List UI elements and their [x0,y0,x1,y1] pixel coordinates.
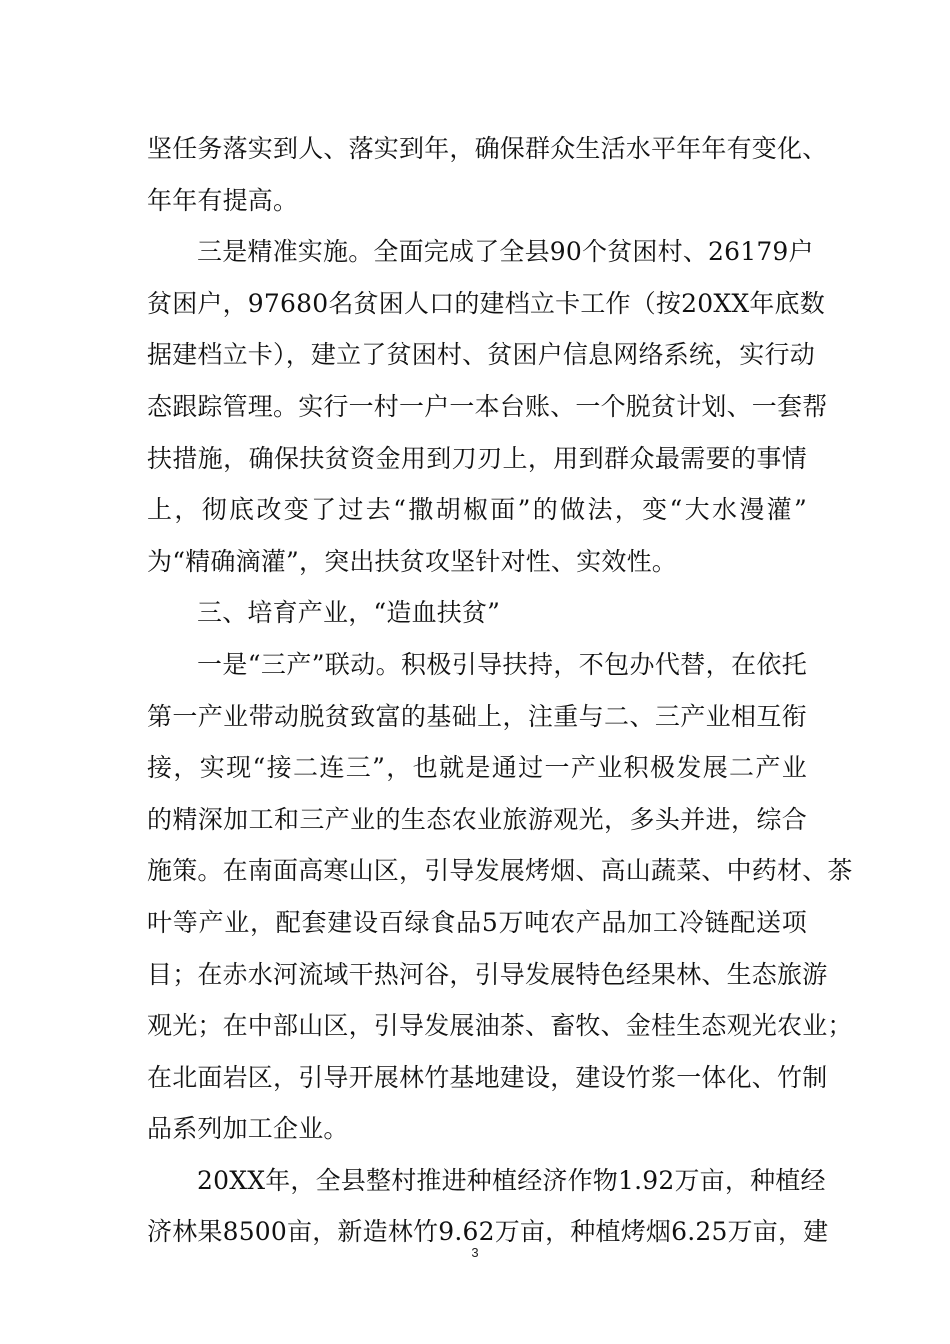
text-line: 品系列加工企业。 [147,1114,349,1144]
text-line: 观光；在中部山区，引导发展油茶、畜牧、金桂生态观光农业； [147,1011,853,1041]
text-line: 一是“三产”联动。积极引导扶持，不包办代替，在依托 [197,649,807,679]
text-line: 济林果8500亩，新造林竹9.62万亩，种植烤烟6.25万亩，建 [147,1217,829,1247]
text-line: 20XX年，全县整村推进种植经济作物1.92万亩，种植经 [197,1165,826,1195]
text-line: 态跟踪管理。实行一村一户一本台账、一个脱贫计划、一套帮 [147,391,828,421]
text-line: 施策。在南面高寒山区，引导发展烤烟、高山蔬菜、中药材、茶 [147,856,853,886]
text-line: 的精深加工和三产业的生态农业旅游观光，多头并进，综合 [147,804,807,834]
text-line: 年年有提高。 [147,185,299,215]
text-line: 据建档立卡），建立了贫困村、贫困户信息网络系统，实行动 [147,340,815,370]
text-line: 坚任务落实到人、落实到年，确保群众生活水平年年有变化、 [147,134,828,163]
text-line: 第一产业带动脱贫致富的基础上，注重与二、三产业相互衔 [147,701,807,731]
text-line: 扶措施，确保扶贫资金用到刀刃上，用到群众最需要的事情 [147,443,807,473]
text-line: 为“精确滴灌”，突出扶贫攻坚针对性、实效性。 [147,546,677,576]
body-text [147,123,853,1258]
text-line: 三是精准实施。全面完成了全县90个贫困村、26179户 [197,237,814,267]
text-line: 三、培育产业，“造血扶贫” [197,598,501,628]
text-line: 接，实现“接二连三”，也就是通过一产业积极发展二产业 [147,753,807,783]
text-line: 在北面岩区，引导开展林竹基地建设，建设竹浆一体化、竹制 [147,1062,828,1092]
text-line: 叶等产业，配套建设百绿食品5万吨农产品加工冷链配送项 [147,907,807,937]
text-line: 贫困户，97680名贫困人口的建档立卡工作（按20XX年底数 [147,288,825,318]
text-line: 目；在赤水河流域干热河谷，引导发展特色经果林、生态旅游 [147,959,828,989]
text-line: 上，彻底改变了过去“撒胡椒面”的做法，变“大水漫灌” [147,495,807,525]
page-number: 3 [471,1245,479,1260]
